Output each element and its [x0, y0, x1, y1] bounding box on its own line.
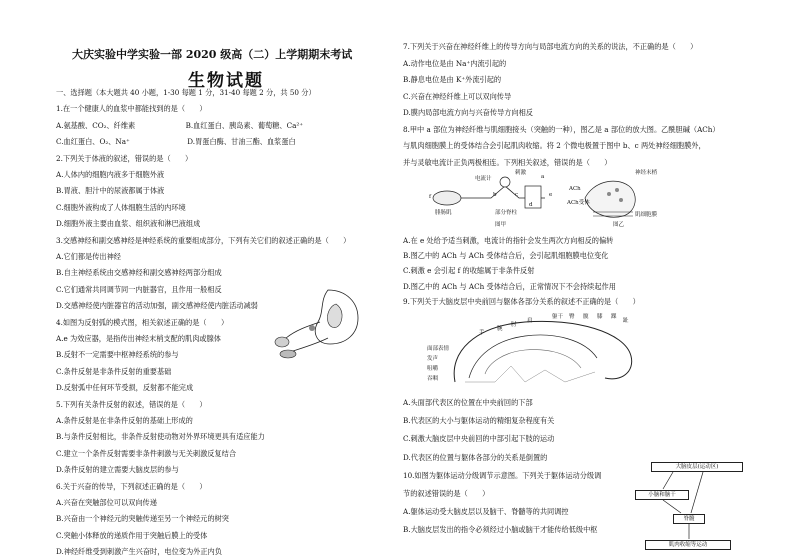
- question-line: B.胃液、胆汁中的尿液都属于体液: [56, 186, 165, 196]
- fig8-label-f: f: [429, 194, 432, 200]
- fig8-label-d: d: [529, 202, 533, 208]
- figure-8: [417, 168, 667, 230]
- fig8-galvanometer-label: 电流计: [475, 176, 492, 182]
- question-line: 9.下列关于大脑皮层中央前回与躯体各部分关系的叙述不正确的是（ ）: [403, 296, 640, 306]
- question-line: 一、选择题（本大题共 40 小题，1-30 每题 1 分，31-40 每题 2 分，共 50 分）: [56, 88, 316, 97]
- question-line: A.条件反射是在非条件反射的基础上形成的: [56, 416, 193, 425]
- question-line: B.代表区的大小与躯体运动的精细复杂程度有关: [403, 416, 555, 426]
- fig9-label: 发声: [427, 356, 439, 362]
- fig9-label: 肩: [527, 318, 533, 324]
- fig9-label: 臀: [569, 314, 575, 320]
- question-line: C.刺激大脑皮层中央前回的中部引起下肢的运动: [403, 434, 555, 444]
- fig9-label: 踝: [611, 314, 617, 320]
- question-line: C.条件反射是非条件反射的重要基础: [56, 366, 172, 376]
- question-line: 8.甲中 a 部位为神经纤维与肌细胞接头（突触的一种），图乙是 a 部位的放大图。乙酰胆碱（ACh）: [403, 124, 720, 134]
- question-line: A.在 e 处给予适当刺激，电流计的指针会发生两次方向相反的偏转: [403, 236, 614, 245]
- fig9-label: 腕: [497, 326, 503, 332]
- question-line: D.交感神经使内脏器官的活动加强，副交感神经使内脏活动减弱: [56, 301, 258, 311]
- question-line: D.图乙中的 ACh 与 ACh 受体结合后，正常情况下不会持续起作用: [403, 281, 616, 291]
- question-line: 4.如图为反射弧的模式图，相关叙述正确的是（ ）: [56, 317, 229, 327]
- question-line: A.它们都是传出神经: [56, 252, 121, 261]
- question-line: C.兴奋在神经纤维上可以双向传导: [403, 91, 512, 101]
- fig9-label: 咀嚼: [427, 366, 439, 372]
- question-line: A.人体内的细胞内液多于细胞外液: [56, 170, 165, 179]
- fig9-label: 吞咽: [427, 376, 439, 382]
- question-line: 6.关于兴奋的传导，下列叙述正确的是（ ）: [56, 481, 207, 491]
- question-line: 与肌肉细胞膜上的受体结合会引起肌肉收缩。将 2 个微电极置于图中 b、c 两处神经细胞膜外，: [403, 141, 706, 150]
- question-line: 2.下列关于体液的叙述，错误的是（ ）: [56, 153, 193, 163]
- fig8-label-e: e: [549, 192, 553, 198]
- question-line: A.e 为效应器，是指传出神经末梢支配的肌肉或腺体: [56, 334, 221, 343]
- question-line: B.反射不一定需要中枢神经系统的参与: [56, 350, 179, 360]
- figure-9-motor-cortex: [425, 312, 655, 394]
- question-line: D.代表区的位置与躯体各部分的关系是倒置的: [403, 452, 548, 462]
- question-line: B.大脑皮层发出的指令必须经过小脑或脑干才能传给低级中枢: [403, 525, 598, 535]
- question-line: C.血红蛋白、O₂、Na⁺ D.胃蛋白酶、甘油三酯、血浆蛋白: [56, 137, 296, 147]
- right-column: [397, 0, 794, 560]
- fig9-label: 髋: [583, 314, 589, 320]
- fig8-spinal-label: 部分脊柱: [495, 210, 518, 216]
- question-line: B.兴奋由一个神经元的突触传递至另一个神经元的树突: [56, 514, 229, 524]
- fig8-ach-receptor-label: ACh受体: [567, 200, 590, 206]
- question-line: 节的叙述错误的是（ ）: [403, 489, 490, 498]
- fig10-cortex-box: 大脑皮层(运动区): [651, 462, 743, 472]
- question-line: D.膜内局部电流方向与兴奋传导方向相反: [403, 108, 533, 117]
- fig9-label: 手: [479, 330, 485, 336]
- fig8-label-a: a: [541, 174, 545, 180]
- fig8-label-b: b: [493, 192, 497, 198]
- fig9-label: 肘: [511, 322, 517, 328]
- question-line: C.它们通常共同调节同一内脏器官，且作用一般相反: [56, 284, 222, 294]
- fig10-muscle-box: 肌肉收缩等运动: [645, 540, 731, 550]
- fig9-label: 趾: [623, 318, 629, 324]
- fig10-spinal-cord-box: 脊髓: [673, 514, 705, 524]
- reflex-arc-figure: [268, 282, 368, 362]
- question-line: C.建立一个条件反射需要非条件刺激与无关刺激反复结合: [56, 448, 237, 458]
- fig10-arrows: [633, 460, 788, 560]
- fig8-ach-label: ACh: [569, 186, 581, 192]
- question-line: B.静息电位是由 K⁺外流引起的: [403, 75, 502, 84]
- question-line: D.神经纤维受到刺激产生兴奋时，电位变为外正内负: [56, 547, 222, 557]
- question-line: 5.下列有关条件反射的叙述，错误的是（ ）: [56, 399, 207, 409]
- question-line: A.头面部代表区的位置在中央前回的下部: [403, 398, 533, 407]
- fig8-muscle-membrane-label: 肌细胞膜: [635, 212, 658, 218]
- figure-10-flowchart: [633, 460, 788, 560]
- fig8-caption-b: 图乙: [613, 222, 625, 228]
- exam-title: 大庆实验中学实验一部 2020 级高（二）上学期期末考试: [72, 48, 353, 61]
- subject-title: 生物试题: [188, 71, 264, 91]
- fig8-nerve-ending-label: 神经末梢: [635, 170, 658, 176]
- question-line: C.细胞外液构成了人体细胞生活的内环境: [56, 202, 186, 212]
- question-line: 10.如图为躯体运动分级调节示意图。下列关于躯体运动分级调: [403, 470, 602, 480]
- question-line: 7.下列关于兴奋在神经纤维上的传导方向与局部电流方向的关系的说法，不正确的是（ ）: [403, 42, 698, 51]
- question-line: 并与灵敏电流计正负两极相连。下列相关叙述，错误的是（ ）: [403, 157, 612, 167]
- question-line: B.与条件反射相比，非条件反射使动物对外界环境更具有适应能力: [56, 432, 265, 442]
- question-line: B.图乙中的 ACh 与 ACh 受体结合后，会引起肌细胞膜电位变化: [403, 251, 609, 261]
- fig8-stimulus-label: 刺激: [515, 170, 527, 176]
- fig9-label: 膝: [597, 314, 603, 320]
- fig8-label-c: c: [515, 192, 519, 198]
- question-line: B.自主神经系统由交感神经和副交感神经两部分组成: [56, 268, 222, 278]
- question-line: D.细胞外液主要由血浆、组织液和淋巴液组成: [56, 219, 201, 229]
- question-line: 3.交感神经和副交感神经是神经系统的重要组成部分，下列有关它们的叙述正确的是（ ）: [56, 235, 351, 245]
- question-line: A.兴奋在突触部位可以双向传递: [56, 498, 157, 507]
- question-line: C.突触小体释放的递质作用于突触后膜上的受体: [56, 530, 208, 540]
- question-line: D.反射弧中任何环节受损，反射都不能完成: [56, 383, 194, 393]
- question-line: A.动作电位是由 Na⁺内流引起的: [403, 58, 507, 68]
- question-line: A.躯体运动受大脑皮层以及脑干、脊髓等的共同调控: [403, 507, 569, 517]
- question-line: A.氨基酸、CO₂、纤维素 B.血红蛋白、胰岛素、葡萄糖、Ca²⁺: [56, 120, 304, 130]
- fig10-cerebellum-box: 小脑和脑干: [635, 490, 689, 500]
- fig8-muscle-label: 腓肠肌: [435, 210, 452, 216]
- fig9-label: 躯干: [552, 314, 564, 320]
- question-line: 1.在一个健康人的血浆中都能找到的是（ ）: [56, 104, 207, 114]
- question-line: D.条件反射的建立需要大脑皮层的参与: [56, 465, 179, 475]
- fig8-caption-a: 图甲: [495, 222, 507, 228]
- question-line: C.刺激 e 会引起 f 的收缩属于非条件反射: [403, 266, 535, 276]
- fig9-label: 面部表情: [427, 346, 450, 352]
